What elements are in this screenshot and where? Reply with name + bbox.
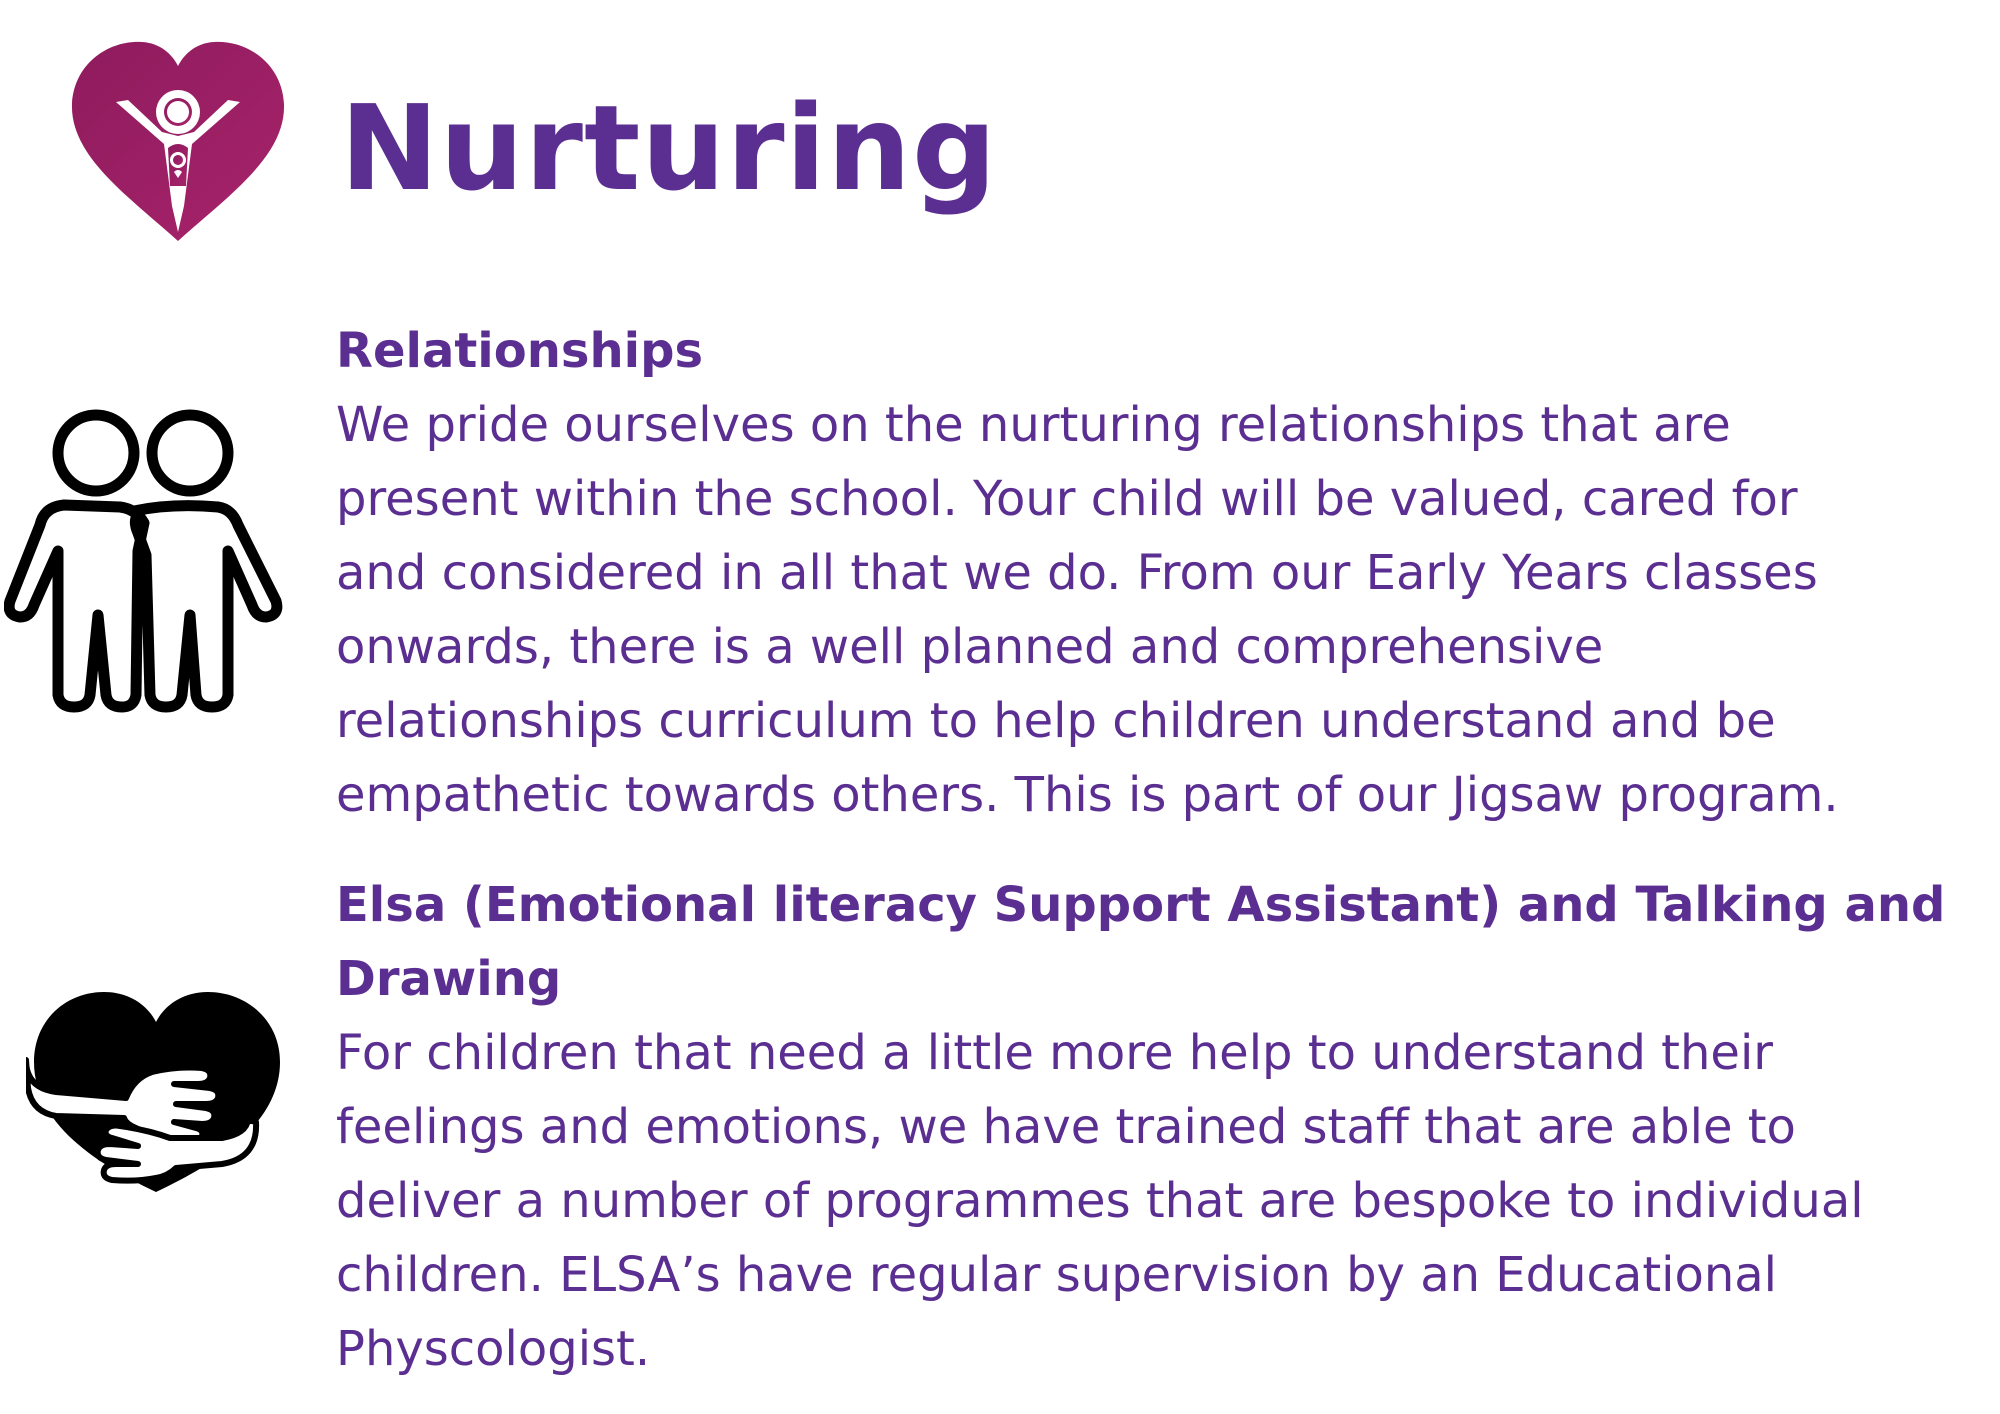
section-heading: Elsa (Emotional literacy Support Assistant) and Talking and Drawing <box>336 877 1946 1007</box>
section-body: We pride ourselves on the nurturing relationships that are present within the school. Your child will be valued, cared for and considered in all that we do. From our Early Years classes onwards, there is a well planned and comprehensive relationships curriculum to help children understand and be empathetic towards others. This is part of our Jigsaw program. <box>336 397 1839 823</box>
section-body: For children that need a little more help to understand their feelings and emotions, we have trained staff that are able to deliver a number of programmes that are bespoke to individual children. ELSA’s have regular supervision by an Educational Physcologist. <box>336 1025 1864 1377</box>
two-people-icon <box>4 405 284 715</box>
section-heading: Relationships <box>336 323 704 379</box>
heart-family-logo-icon <box>68 36 288 256</box>
elsa-section <box>336 868 1976 1386</box>
relationships-section <box>336 314 1976 832</box>
page-title: Nurturing <box>340 79 998 217</box>
heart-hug-icon <box>26 988 286 1198</box>
